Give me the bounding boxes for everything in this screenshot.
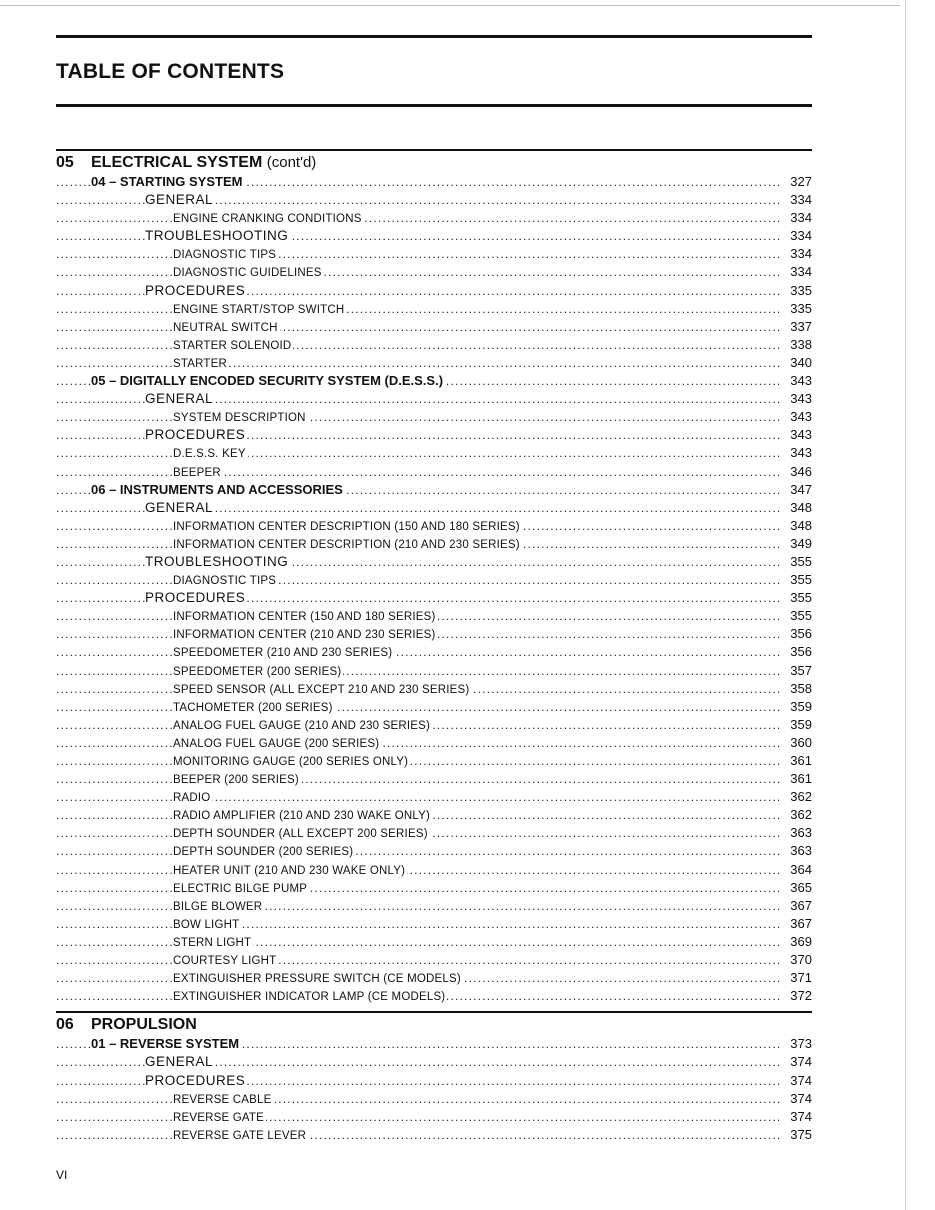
toc-entry[interactable]	[56, 879, 812, 897]
toc-entry[interactable]	[56, 607, 812, 625]
entry-page-number: 374	[786, 1053, 812, 1071]
toc-entry[interactable]	[56, 806, 812, 824]
toc-entry[interactable]	[56, 300, 812, 318]
entry-page-number: 334	[786, 263, 812, 281]
toc-entry[interactable]	[56, 444, 812, 462]
toc-entry[interactable]	[56, 861, 812, 879]
toc-entry[interactable]	[56, 824, 812, 842]
toc-entry[interactable]	[56, 372, 812, 390]
section-title: ELECTRICAL SYSTEM	[91, 154, 263, 171]
entry-label: BEEPER (200 SERIES)	[173, 774, 299, 787]
toc-entry[interactable]	[56, 589, 812, 607]
toc-entry[interactable]	[56, 191, 812, 209]
toc-entry[interactable]	[56, 662, 812, 680]
toc-entry[interactable]	[56, 209, 812, 227]
entry-page-number: 348	[786, 499, 812, 517]
entry-label: D.E.S.S. KEY	[173, 448, 246, 461]
entry-page-number: 355	[786, 571, 812, 589]
toc-entry[interactable]	[56, 1072, 812, 1090]
entry-label: ENGINE CRANKING CONDITIONS	[173, 213, 362, 226]
entry-label: PROCEDURES	[145, 427, 246, 443]
entry-label: TROUBLESHOOTING	[145, 228, 289, 244]
toc-entry[interactable]	[56, 1108, 812, 1126]
page-edge	[905, 0, 906, 1210]
entry-page-number: 338	[786, 336, 812, 354]
section-number: 05	[56, 154, 74, 171]
entry-page-number: 340	[786, 354, 812, 372]
toc-entry[interactable]	[56, 680, 812, 698]
entry-label: ENGINE START/STOP SWITCH	[173, 303, 345, 316]
toc-entry[interactable]	[56, 698, 812, 716]
toc-entry[interactable]	[56, 897, 812, 915]
entry-label: INFORMATION CENTER (150 AND 180 SERIES)	[173, 611, 436, 624]
toc-entry[interactable]	[56, 987, 812, 1005]
top-hairline	[0, 5, 900, 6]
entry-label: PROCEDURES	[145, 590, 246, 606]
toc-section	[56, 149, 812, 1005]
entry-label: GENERAL	[145, 1054, 214, 1070]
toc-section	[56, 1011, 812, 1144]
entry-label: COURTESY LIGHT	[173, 955, 277, 968]
entry-label: NEUTRAL SWITCH	[173, 321, 278, 334]
entry-label: SPEEDOMETER (200 SERIES)	[173, 665, 342, 678]
entry-page-number: 363	[786, 824, 812, 842]
entry-page-number: 361	[786, 770, 812, 788]
section-heading	[56, 151, 812, 173]
entry-page-number: 334	[786, 209, 812, 227]
entry-page-number: 367	[786, 897, 812, 915]
entry-page-number: 349	[786, 535, 812, 553]
entry-label: INFORMATION CENTER (210 AND 230 SERIES)	[173, 629, 436, 642]
entry-page-number: 348	[786, 517, 812, 535]
entry-page-number: 363	[786, 842, 812, 860]
entry-label: DIAGNOSTIC TIPS	[173, 249, 277, 262]
entry-label: TROUBLESHOOTING	[145, 553, 289, 569]
entry-label: GENERAL	[145, 499, 214, 515]
entry-label: RADIO	[173, 792, 211, 805]
entry-label: STARTER SOLENOID	[173, 339, 292, 352]
page-folio: VI	[56, 1168, 68, 1182]
toc-entry[interactable]	[56, 1053, 812, 1071]
toc-entry[interactable]	[56, 788, 812, 806]
page-header	[56, 35, 812, 107]
entry-page-number: 356	[786, 625, 812, 643]
entry-page-number: 359	[786, 698, 812, 716]
entry-page-number: 358	[786, 680, 812, 698]
toc-entry[interactable]	[56, 481, 812, 499]
entry-page-number: 369	[786, 933, 812, 951]
entry-label: 05 – DIGITALLY ENCODED SECURITY SYSTEM (D.E.S.S.)	[91, 373, 444, 389]
entry-page-number: 334	[786, 227, 812, 245]
entry-label: ANALOG FUEL GAUGE (200 SERIES)	[173, 737, 380, 750]
entry-label: RADIO AMPLIFIER (210 AND 230 WAKE ONLY)	[173, 810, 431, 823]
toc-entry[interactable]	[56, 951, 812, 969]
page-title: TABLE OF CONTENTS	[56, 60, 285, 83]
toc-entry[interactable]	[56, 571, 812, 589]
entry-page-number: 343	[786, 408, 812, 426]
entry-label: DIAGNOSTIC GUIDELINES	[173, 267, 322, 280]
section-title: PROPULSION	[91, 1016, 197, 1034]
entry-label: TACHOMETER (200 SERIES)	[173, 701, 333, 714]
entry-page-number: 372	[786, 987, 812, 1005]
entry-page-number: 359	[786, 716, 812, 734]
toc-entry[interactable]	[56, 263, 812, 281]
toc-entry[interactable]	[56, 752, 812, 770]
entry-label: DIAGNOSTIC TIPS	[173, 575, 277, 588]
entry-label: SPEEDOMETER (210 AND 230 SERIES)	[173, 647, 393, 660]
toc-entry[interactable]	[56, 734, 812, 752]
toc-entry[interactable]	[56, 625, 812, 643]
toc-entry[interactable]	[56, 517, 812, 535]
toc-entry[interactable]	[56, 173, 812, 191]
entry-page-number: 365	[786, 879, 812, 897]
entry-label: EXTINGUISHER PRESSURE SWITCH (CE MODELS)	[173, 973, 461, 986]
toc-entry[interactable]	[56, 770, 812, 788]
entry-page-number: 327	[786, 173, 812, 191]
entry-page-number: 334	[786, 191, 812, 209]
toc-entry[interactable]	[56, 915, 812, 933]
entry-page-number: 343	[786, 390, 812, 408]
entry-label: SPEED SENSOR (ALL EXCEPT 210 AND 230 SERIES)	[173, 683, 470, 696]
entry-page-number: 374	[786, 1090, 812, 1108]
entry-page-number: 375	[786, 1126, 812, 1144]
toc-entry[interactable]	[56, 716, 812, 734]
toc-entry[interactable]	[56, 282, 812, 300]
entry-page-number: 374	[786, 1108, 812, 1126]
section-heading	[56, 1013, 812, 1035]
entry-page-number: 374	[786, 1072, 812, 1090]
entry-label: MONITORING GAUGE (200 SERIES ONLY)	[173, 756, 409, 768]
toc-entry[interactable]	[56, 499, 812, 517]
entry-label: HEATER UNIT (210 AND 230 WAKE ONLY)	[173, 864, 406, 877]
entry-label: 04 – STARTING SYSTEM	[91, 174, 243, 189]
entry-label: INFORMATION CENTER DESCRIPTION (210 AND 230 SERIES)	[173, 538, 520, 551]
entry-page-number: 355	[786, 607, 812, 625]
entry-label: BEEPER	[173, 466, 221, 479]
toc-entry[interactable]	[56, 426, 812, 444]
entry-page-number: 360	[786, 734, 812, 752]
entry-label: ELECTRIC BILGE PUMP	[173, 882, 308, 895]
entry-label: REVERSE GATE	[173, 1111, 265, 1124]
section-suffix: (cont'd)	[266, 154, 317, 171]
entry-label: INFORMATION CENTER DESCRIPTION (150 AND 180 SERIES)	[173, 520, 520, 533]
toc-entry[interactable]	[56, 408, 812, 426]
entry-label: PROCEDURES	[145, 282, 246, 298]
entry-page-number: 343	[786, 372, 812, 390]
entry-label: REVERSE GATE LEVER	[173, 1129, 307, 1142]
entry-page-number: 335	[786, 282, 812, 300]
entry-label: SYSTEM DESCRIPTION	[173, 412, 306, 425]
entry-label: EXTINGUISHER INDICATOR LAMP (CE MODELS)	[173, 991, 446, 1004]
entry-page-number: 335	[786, 300, 812, 318]
entry-label: 01 – REVERSE SYSTEM	[91, 1036, 240, 1052]
entry-page-number: 373	[786, 1035, 812, 1053]
entry-page-number: 355	[786, 553, 812, 571]
entry-page-number: 346	[786, 463, 812, 481]
toc-entry[interactable]	[56, 553, 812, 571]
entry-page-number: 367	[786, 915, 812, 933]
section-number: 06	[56, 1016, 74, 1034]
entry-label: PROCEDURES	[145, 1072, 246, 1088]
entry-page-number: 337	[786, 318, 812, 336]
toc-entry[interactable]	[56, 1126, 812, 1144]
toc-entry[interactable]	[56, 1090, 812, 1108]
entry-page-number: 343	[786, 444, 812, 462]
entry-page-number: 343	[786, 426, 812, 444]
toc-entry[interactable]	[56, 933, 812, 951]
entry-page-number: 347	[786, 481, 812, 499]
entry-label: STERN LIGHT	[173, 936, 252, 949]
entry-label: DEPTH SOUNDER (200 SERIES)	[173, 846, 354, 859]
entry-page-number: 370	[786, 951, 812, 969]
toc-entry[interactable]	[56, 390, 812, 408]
entry-page-number: 371	[786, 969, 812, 987]
entry-page-number: 355	[786, 589, 812, 607]
toc-entry[interactable]	[56, 842, 812, 860]
entry-page-number: 334	[786, 245, 812, 263]
toc-entry[interactable]	[56, 336, 812, 354]
entry-label: BILGE BLOWER	[173, 900, 263, 913]
toc-entry[interactable]	[56, 463, 812, 481]
toc-entry[interactable]	[56, 245, 812, 263]
entry-label: 06 – INSTRUMENTS AND ACCESSORIES	[91, 481, 343, 497]
toc-entry[interactable]	[56, 354, 812, 372]
entry-page-number: 364	[786, 861, 812, 879]
toc-entry[interactable]	[56, 1035, 812, 1053]
entry-page-number: 356	[786, 643, 812, 661]
entry-label: REVERSE CABLE	[173, 1093, 272, 1106]
entry-label: DEPTH SOUNDER (ALL EXCEPT 200 SERIES)	[173, 828, 428, 841]
table-of-contents	[56, 149, 812, 1144]
toc-entry[interactable]	[56, 643, 812, 661]
entry-label: ANALOG FUEL GAUGE (210 AND 230 SERIES)	[173, 719, 431, 732]
entry-label: BOW LIGHT	[173, 918, 240, 931]
toc-entry[interactable]	[56, 318, 812, 336]
toc-entry[interactable]	[56, 969, 812, 987]
toc-entry[interactable]	[56, 535, 812, 553]
entry-page-number: 362	[786, 788, 812, 806]
entry-label: STARTER	[173, 357, 228, 370]
entry-page-number: 357	[786, 662, 812, 680]
entry-page-number: 361	[786, 752, 812, 770]
entry-label: GENERAL	[145, 192, 214, 208]
toc-entry[interactable]	[56, 227, 812, 245]
entry-page-number: 362	[786, 806, 812, 824]
entry-label: GENERAL	[145, 391, 214, 407]
